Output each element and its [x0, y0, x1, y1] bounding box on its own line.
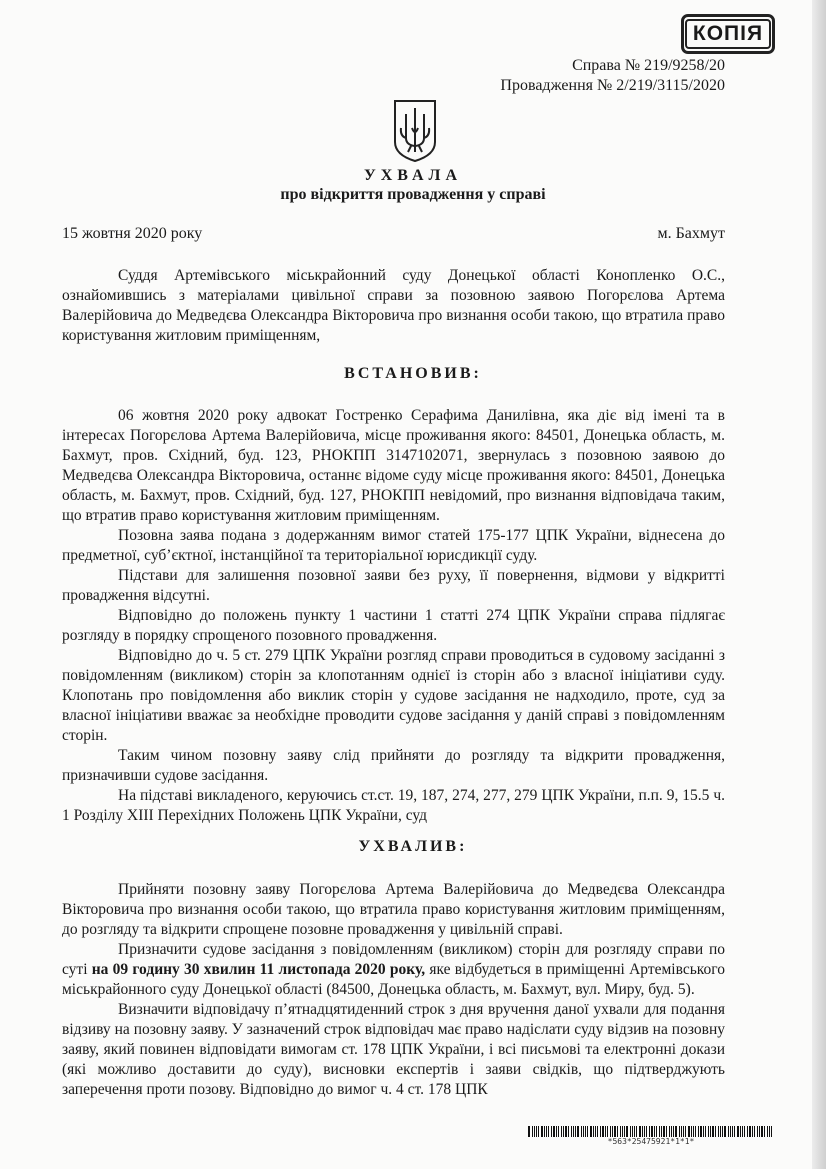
paragraph: На підставі викладеного, керуючись ст.ст. 19, 187, 274, 277, 279 ЦПК України, п.п. 9, 15.5 ч. 1 Розділу XIII Перехідних Положень ЦПК України, суд [62, 787, 725, 824]
paragraph: Підстави для залишення позовної заяви без руху, її повернення, відмови у відкритті провадження відсутні. [62, 567, 725, 604]
document-subtitle: про відкриття провадження у справі [280, 186, 546, 203]
copy-stamp-label: КОПІЯ [685, 19, 771, 49]
paragraph: Позовна заява подана з додержанням вимог статей 175-177 ЦПК України, віднесена до предметної, суб’єктної, інстанційної та територіальної юрисдикції суду. [62, 527, 725, 564]
hearing-text-after: яке відбудеться в приміщенні Артемівського міськрайонного суду Донецької області (84500, Донецька область, м. Бахмут, вул. Миру, буд. 5). [62, 961, 725, 998]
barcode-text: *563*25475921*1*1* [607, 1137, 695, 1146]
date-place-row [62, 225, 725, 243]
document-city: м. Бахмут [657, 225, 725, 242]
case-number: Справа № 219/9258/20 [572, 57, 725, 74]
ruling-section [62, 880, 725, 1100]
hearing-text-before: Призначити судове засідання з повідомленням (викликом) сторін для розгляду справи по суті [62, 941, 725, 978]
proceeding-number: Провадження № 2/219/3115/2020 [500, 77, 725, 94]
established-section [62, 406, 725, 826]
barcode [528, 1126, 774, 1137]
paragraph: Визначити відповідачу п’ятнадцятиденний строк з дня вручення даної ухвали для подання відзиву на позовну заяву. У зазначений строк відповідач має право надіслати суду відзив на позовну заяву, який повинен відповідати вимогам ст. 178 ЦПК України, і всі письмові та електронні докази (які можливо доставити до суду), висновки експертів і заяви свідків, що підтверджують заперечення проти позову. Відповідно до вимог ч. 4 ст. 178 ЦПК [62, 1001, 725, 1098]
section-heading-established: ВСТАНОВИВ: [344, 365, 482, 382]
document-date: 15 жовтня 2020 року [62, 225, 203, 242]
hearing-date: на 09 годину 30 хвилин 11 листопада 2020 року, [91, 961, 426, 978]
document-title: УХВАЛА [364, 167, 462, 184]
paragraph: Відповідно до ч. 5 ст. 279 ЦПК України розгляд справи проводиться в судовому засіданні з повідомленням (викликом) сторін за клопотанням однієї із сторін або з власної ініціативи суду. Клопотань про повідомлення або виклик сторін у судове засідання не надходило, проте, суд за власної ініціативи вважає за необхідне проводити судове засідання у даній справі з повідомленням сторін. [62, 647, 725, 744]
section-heading-ruled: УХВАЛИВ: [358, 838, 468, 855]
paragraph: 06 жовтня 2020 року адвокат Гостренко Серафима Данилівна, яка діє від імені та в інтересах Погорєлова Артема Валерійовича, місце проживання якого: 84501, Донецька область, м. Бахмут, пров. Східний, буд. 123, РНОКПП 3147102071, звернулась з позовною заявою до Медведєва Олександра Вікторовича, останнє відоме суду місце проживання якого: 84501, Донецька область, м. Бахмут, пров. Східний, буд. 127, РНОКПП невідомий, про визнання відповідача таким, що втратив право користування житловим приміщенням. [62, 407, 725, 524]
paragraph: Таким чином позовну заяву слід прийняти до розгляду та відкрити провадження, призначивши судове засідання. [62, 747, 725, 784]
intro-paragraph [62, 266, 725, 346]
intro-text: Суддя Артемівського міськрайонний суду Донецької області Конопленко О.С., ознайомившись з матеріалами цивільної справи за позовною заявою Погорєлова Артема Валерійовича до Медведєва Олександра Вікторовича про визнання особи такою, що втратила право користування житловим приміщенням, [62, 267, 725, 344]
paragraph: Відповідно до положень пункту 1 частини 1 статті 274 ЦПК України справа підлягає розгляду в порядку спрощеного позовного провадження. [62, 607, 725, 644]
coat-of-arms-icon [392, 98, 438, 164]
paragraph: Прийняти позовну заяву Погорєлова Артема Валерійовича до Медведєва Олександра Вікторовича про визнання особи такою, що втратила право користування житловим приміщенням, до розгляду та відкрити спрощене позовне провадження у цивільній справі. [62, 881, 725, 938]
paragraph-hearing [62, 940, 725, 1000]
copy-stamp [681, 14, 775, 54]
